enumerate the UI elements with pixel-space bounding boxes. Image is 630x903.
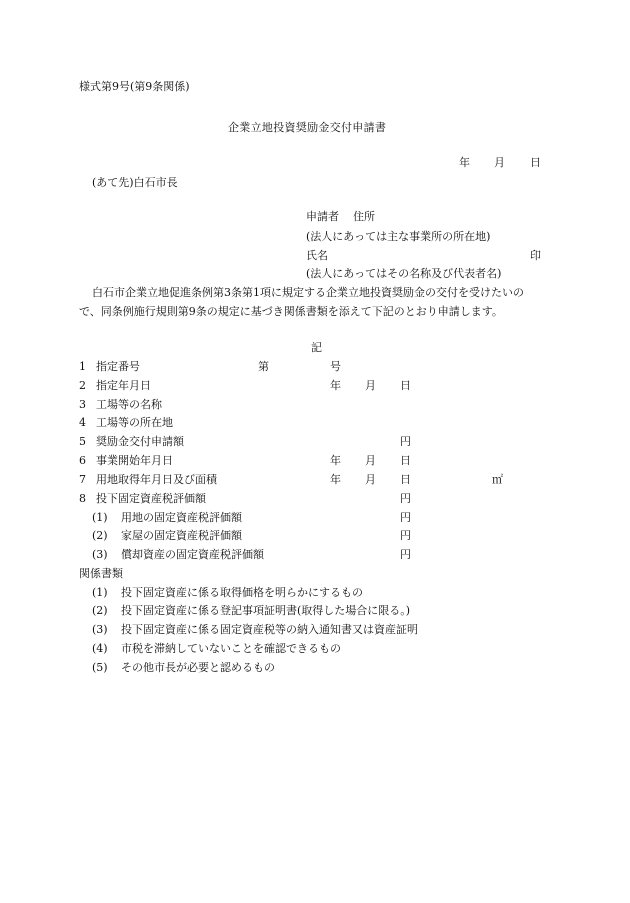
- item-1-dai: 第: [258, 360, 269, 373]
- item-2-month: 月: [365, 379, 376, 392]
- doc-2-text: 投下固定資産に係る登記事項証明書(取得した場合に限る。): [121, 604, 411, 617]
- item-7-label: 用地取得年月日及び面積: [96, 473, 217, 486]
- subitem-1-yen: 円: [400, 511, 411, 524]
- doc-5-number: (5): [92, 661, 108, 674]
- seal-mark: 印: [530, 249, 541, 262]
- form-title: 企業立地投資奨励金交付申請書: [228, 121, 387, 134]
- item-6-label: 事業開始年月日: [96, 454, 173, 467]
- item-4-number: 4: [79, 416, 86, 429]
- item-3-label: 工場等の名称: [96, 398, 162, 411]
- item-5-number: 5: [79, 435, 86, 448]
- item-1-label: 指定番号: [96, 360, 140, 373]
- subitem-1-label: 用地の固定資産税評価額: [121, 511, 242, 524]
- applicant-address-note: (法人にあっては主な事業所の所在地): [306, 230, 491, 243]
- subitem-2-yen: 円: [400, 529, 411, 542]
- item-8-yen: 円: [400, 492, 411, 505]
- item-7-month: 月: [365, 473, 376, 486]
- item-4-label: 工場等の所在地: [96, 416, 173, 429]
- ki-heading: 記: [311, 341, 322, 354]
- body-text-line-2: で、同条例施行規則第9条の規定に基づき関係書類を添えて下記のとおり申請します。: [79, 305, 503, 318]
- date-year-label: 年: [459, 156, 470, 169]
- form-number: 様式第9号(第9条関係): [79, 80, 190, 93]
- doc-4-text: 市税を滞納していないことを確認できるもの: [121, 642, 341, 655]
- item-2-label: 指定年月日: [96, 379, 151, 392]
- item-7-day: 日: [400, 473, 411, 486]
- item-6-month: 月: [365, 454, 376, 467]
- item-6-year: 年: [330, 454, 341, 467]
- doc-3-text: 投下固定資産に係る固定資産税等の納入通知書又は資産証明: [121, 623, 418, 636]
- item-2-year: 年: [330, 379, 341, 392]
- subitem-3-yen: 円: [400, 548, 411, 561]
- doc-1-text: 投下固定資産に係る取得価格を明らかにするもの: [121, 586, 363, 599]
- item-7-year: 年: [330, 473, 341, 486]
- item-6-day: 日: [400, 454, 411, 467]
- doc-4-number: (4): [92, 642, 108, 655]
- applicant-address-label: 住所: [353, 210, 375, 223]
- item-6-number: 6: [79, 454, 86, 467]
- doc-2-number: (2): [92, 604, 108, 617]
- item-1-number: 1: [79, 360, 86, 373]
- item-2-day: 日: [400, 379, 411, 392]
- applicant-label: 申請者: [306, 210, 339, 223]
- subitem-2-label: 家屋の固定資産税評価額: [121, 529, 242, 542]
- item-3-number: 3: [79, 398, 86, 411]
- date-day-label: 日: [530, 156, 541, 169]
- item-7-area-unit: ㎡: [492, 473, 503, 486]
- item-7-number: 7: [79, 473, 86, 486]
- date-month-label: 月: [494, 156, 505, 169]
- item-8-number: 8: [79, 492, 86, 505]
- subitem-1-number: (1): [92, 511, 108, 524]
- body-text-line-1: 白石市企業立地促進条例第3条第1項に規定する企業立地投資奨励金の交付を受けたいの: [92, 286, 524, 299]
- docs-heading: 関係書類: [79, 567, 123, 580]
- addressee: (あて先)白石市長: [92, 176, 178, 189]
- doc-5-text: その他市長が必要と認めるもの: [121, 661, 275, 674]
- item-8-label: 投下固定資産税評価額: [96, 492, 206, 505]
- subitem-3-number: (3): [92, 548, 108, 561]
- applicant-name-note: (法人にあってはその名称及び代表者名): [306, 267, 502, 280]
- applicant-name-label: 氏名: [306, 249, 328, 262]
- item-2-number: 2: [79, 379, 86, 392]
- item-1-go: 号: [330, 360, 341, 373]
- doc-3-number: (3): [92, 623, 108, 636]
- subitem-3-label: 償却資産の固定資産税評価額: [121, 548, 264, 561]
- item-5-yen: 円: [400, 435, 411, 448]
- item-5-label: 奨励金交付申請額: [96, 435, 184, 448]
- doc-1-number: (1): [92, 586, 108, 599]
- subitem-2-number: (2): [92, 529, 108, 542]
